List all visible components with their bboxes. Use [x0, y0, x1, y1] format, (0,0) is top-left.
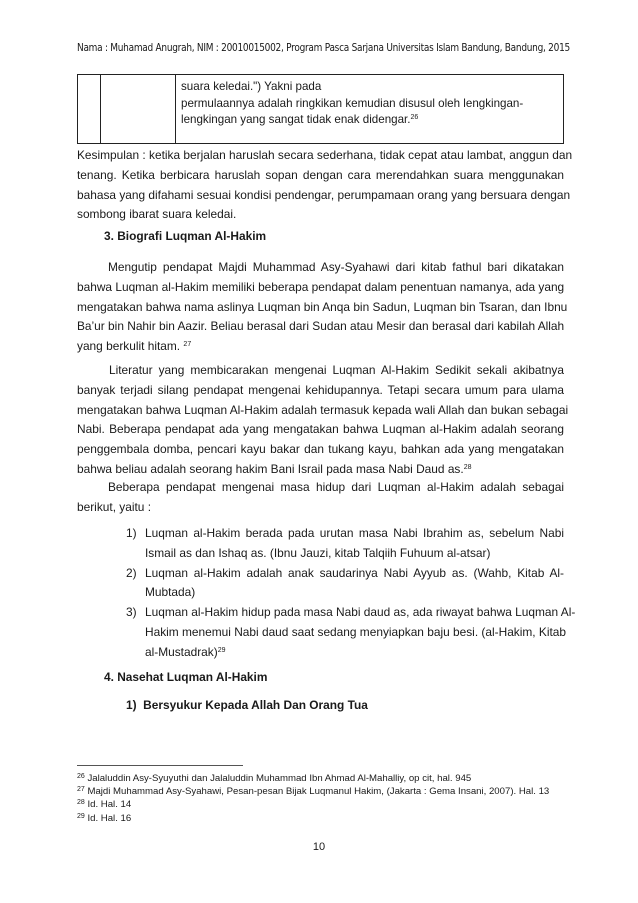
- footnote-divider: [77, 765, 243, 766]
- continuation-table: [77, 74, 564, 144]
- footnote: $^{27}$ Majdi Muhammad Asy-Syahawi, Pesan-pesan Bijak Luqmanul Hakim, (Jakarta : Gema Insani, 2007). Hal. 13: [77, 786, 550, 798]
- kesimpulan-paragraph: Kesimpulan : ketika berjalan haruslah secara sederhana, tidak cepat atau lambat, anggun dan tenang. Ketika berbicara haruslah sopan dengan cara merendahkan suara menggunakan bahasa yang difahami sesuai kondisi pendengar, perumpamaan orang yang bersuara dengan sombong ibarat suara keledai.: [77, 148, 573, 222]
- table-line: suara keledai.") Yakni pada: [181, 80, 322, 93]
- footnote-ref[interactable]: 28: [463, 463, 472, 471]
- table-line: permulaannya adalah ringkikan kemudian disusul oleh lengkingan-: [181, 96, 524, 110]
- footnote: $^{28}$ Id. Hal. 14: [77, 799, 132, 811]
- table-cell-2: [101, 75, 176, 144]
- page-header: Nama : Muhamad Anugrah, NIM : 20010015002, Program Pasca Sarjana Universitas Islam Bandung, Bandung, 2015: [77, 43, 570, 54]
- biografi-paragraph-3: Beberapa pendapat mengenai masa hidup dari Luqman al-Hakim adalah sebagai berikut, yaitu :: [77, 480, 564, 514]
- table-cell-1: [78, 75, 101, 144]
- table-line: lengkingan yang sangat tidak enak didengar.$^{26}$: [181, 113, 419, 126]
- masa-hidup-list: [126, 524, 576, 663]
- footnotes: [77, 772, 549, 825]
- list-item: 3) Luqman al-Hakim hidup pada masa Nabi daud as, ada riwayat bahwa Luqman Al- Hakim menemui Nabi daud saat sedang menyiapkan baju besi. (al-Hakim, Kitab al-Mustadrak)$^{29}$: [126, 605, 576, 659]
- footnote-ref[interactable]: 29: [217, 646, 226, 654]
- biografi-paragraph-1: Mengutip pendapat Majdi Muhammad Asy-Syahawi dari kitab fathul bari dikatakan bahwa Luqman al-Hakim memiliki beberapa pendapat dalam penentuan namanya, ada yang mengatakan bahwa nama aslinya Luqman bin Anqa bin Sadun, Luqman bin Tsaran, dan Ibnu Ba’ur bin Nahir bin Aazir. Beliau berasal dari Sudan atau Mesir dan berasal dari kabilah Allah yang berkulit hitam. $^{27}$: [77, 260, 568, 354]
- footnote: $^{26}$ Jalaluddin Asy-Syuyuthi dan Jalaluddin Muhammad Ibn Ahmad Al-Mahalliy, op cit, hal. 945: [77, 773, 472, 784]
- subsection-heading: 1) Bersyukur Kepada Allah Dan Orang Tua: [126, 698, 368, 712]
- list-item: 1) Luqman al-Hakim berada pada urutan masa Nabi Ibrahim as, sebelum Nabi Ismail as dan Ishaq as. (Ibnu Jauzi, kitab Talqiih Fuhuum al-atsar): [126, 526, 564, 560]
- section-3-heading: 3. Biografi Luqman Al-Hakim: [104, 229, 267, 243]
- page-number: 10: [312, 841, 326, 853]
- table-cell-3: [176, 75, 564, 144]
- footnote-ref[interactable]: 27: [183, 341, 192, 349]
- footnote: $^{29}$ Id. Hal. 16: [77, 812, 132, 824]
- list-item: 2) Luqman al-Hakim adalah anak saudarinya Nabi Ayyub as. (Wahb, Kitab Al- Mubtada): [126, 565, 564, 600]
- section-4-heading: 4. Nasehat Luqman Al-Hakim: [104, 670, 268, 684]
- biografi-paragraph-2: Literatur yang membicarakan mengenai Luqman Al-Hakim Sedikit sekali akibatnya banyak terjadi silang pendapat mengenai kehidupannya. Tetapi secara umum para ulama mengatakan bahwa Luqman Al-Hakim adalah termasuk kepada wali Allah dan bukan sebagai Nabi. Beberapa pendapat ada yang mengatakan bahwa Luqman al-Hakim adalah seorang penggembala domba, pencari kayu bakar dan tukang kayu, bahkan ada yang mengatakan bahwa beliau adalah seorang hakim Bani Israil pada masa Nabi Daud as.$^{28}$: [77, 363, 569, 476]
- footnote-ref[interactable]: 26: [410, 114, 419, 121]
